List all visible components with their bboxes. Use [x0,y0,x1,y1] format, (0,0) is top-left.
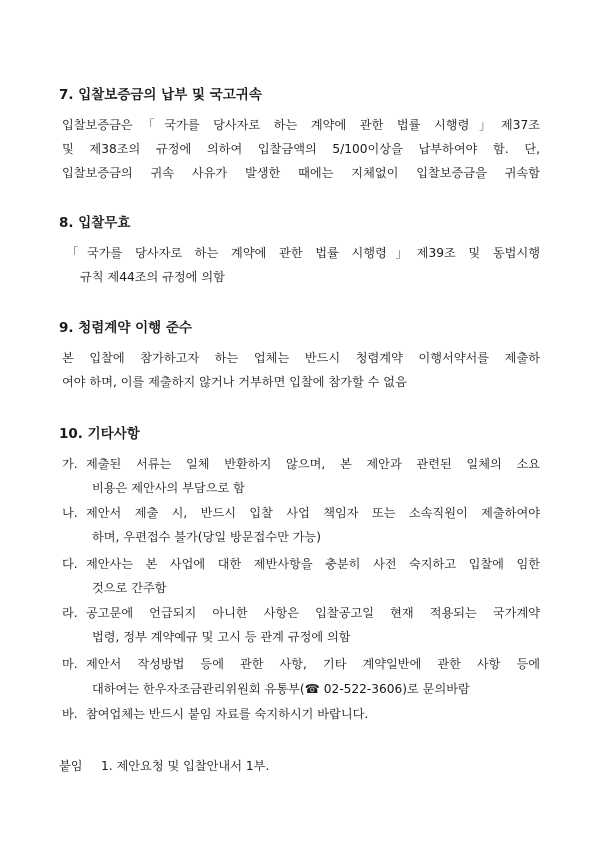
item-marker-ga: 가. [62,457,78,471]
item-marker-ba: 바. [62,707,78,721]
item-da-line-2: 것으로 간주함 [92,581,167,595]
section-8-line-2: 규칙 제44조의 규정에 의함 [80,270,225,284]
section-7-line-2: 및 제38조의 규정에 의하여 입찰금액의 5/100이상을 납부하여야 함. 단, [62,142,540,156]
section-7-line-3: 입찰보증금의 귀속 사유가 발생한 때에는 지체없이 입찰보증금을 귀속함 [62,166,540,180]
item-ba-line-1: 참여업체는 반드시 붙임 자료를 숙지하시기 바랍니다. [86,707,369,721]
section-10-heading: 10. 기타사항 [59,426,140,442]
section-9-line-2: 여야 하며, 이를 제출하지 않거나 거부하면 입찰에 참가할 수 없음 [62,375,407,389]
item-ma-line-2: 대하여는 한우자조금관리위원회 유통부(☎ 02-522-3606)로 문의바람 [92,682,470,696]
attachment-label: 붙임 [59,759,83,773]
item-na-line-1: 제안서 제출 시, 반드시 입찰 사업 책임자 또는 소속직원이 제출하여야 [86,506,540,520]
item-ra-line-1: 공고문에 언급되지 아니한 사항은 입찰공고일 현재 적용되는 국가계약 [86,606,540,620]
item-marker-ma: 마. [62,657,78,671]
item-ma-line-1: 제안서 작성방법 등에 관한 사항, 기타 계약일반에 관한 사항 등에 [86,657,540,671]
section-7-line-1: 입찰보증금은「국가를 당사자로 하는 계약에 관한 법률 시행령」제37조 [62,118,540,132]
section-9-line-1: 본 입찰에 참가하고자 하는 업체는 반드시 청렴계약 이행서약서를 제출하 [62,351,540,365]
item-ga-line-1: 제출된 서류는 일체 반환하지 않으며, 본 제안과 관련된 일체의 소요 [86,457,540,471]
item-marker-na: 나. [62,506,78,520]
section-8-heading: 8. 입찰무효 [59,215,131,231]
section-7-heading: 7. 입찰보증금의 납부 및 국고귀속 [59,87,262,103]
section-9-heading: 9. 청렴계약 이행 준수 [59,320,192,336]
attachment-text: 1. 제안요청 및 입찰안내서 1부. [101,759,270,773]
item-da-line-1: 제안사는 본 사업에 대한 제반사항을 충분히 사전 숙지하고 입찰에 임한 [86,557,540,571]
item-marker-da: 다. [62,557,78,571]
section-8-line-1: 「국가를 당사자로 하는 계약에 관한 법률 시행령」제39조 및 동법시행 [66,246,540,260]
item-na-line-2: 하며, 우편접수 불가(당일 방문접수만 가능) [92,530,322,544]
item-ra-line-2: 법령, 정부 계약예규 및 고시 등 관계 규정에 의함 [92,630,351,644]
item-ga-line-2: 비용은 제안사의 부담으로 함 [92,481,245,495]
item-marker-ra: 라. [62,606,78,620]
